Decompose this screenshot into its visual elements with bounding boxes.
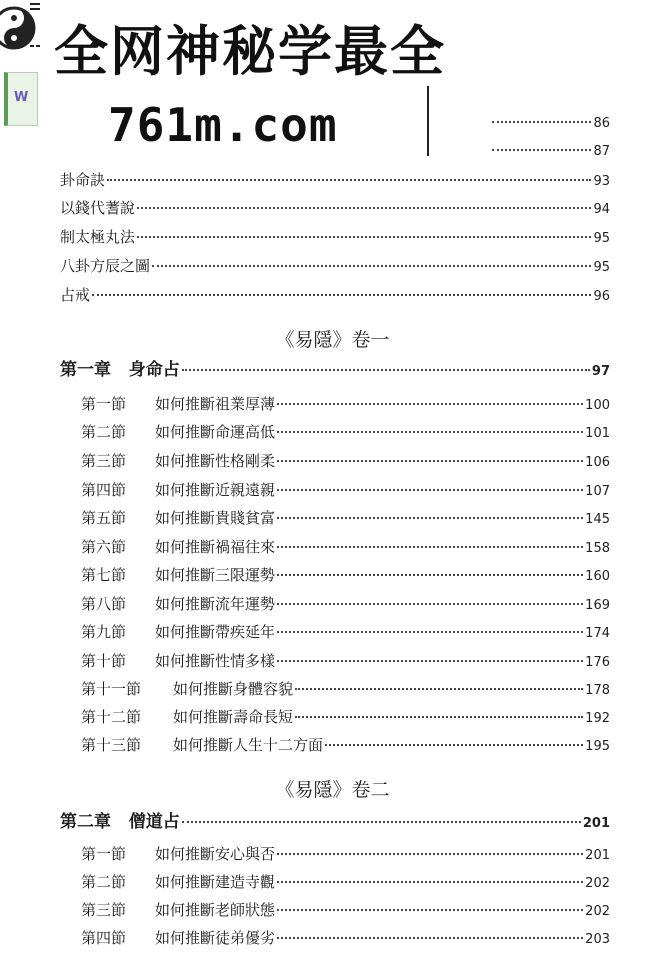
chapter-title: 僧道占 (128, 812, 180, 832)
chapter-entry (60, 358, 610, 382)
watermark-badge (4, 72, 38, 126)
page-number: 100 (585, 398, 610, 413)
toc-entry (490, 112, 610, 136)
toc-entry (60, 168, 610, 192)
section-title: 如何推斷建造寺觀 (155, 873, 276, 891)
section-number: 第五節 (81, 509, 127, 527)
page-number: 203 (585, 932, 610, 947)
section-number: 第四節 (81, 929, 127, 947)
watermark-title: 全网神秘学最全 (54, 20, 446, 83)
chapter-entry (60, 810, 610, 834)
page-number: 169 (585, 598, 610, 613)
entry-title: 以錢代蓍說 (60, 199, 136, 217)
entry-title: 八卦方辰之圖 (60, 257, 151, 275)
section-entry (81, 392, 610, 416)
section-title: 如何推斷人生十二方面 (173, 736, 324, 754)
section-title: 如何推斷流年運勢 (155, 595, 276, 613)
page-number: 145 (585, 512, 610, 527)
page-number: 106 (585, 455, 610, 470)
section-title: 如何推斷性格剛柔 (155, 452, 276, 470)
section-title: 如何推斷命運高低 (155, 423, 276, 441)
section-number: 第三節 (81, 901, 127, 919)
section-title: 如何推斷安心與否 (155, 845, 276, 863)
watermark-url: 761m.com (108, 98, 338, 152)
yin-yang-icon (0, 0, 40, 56)
page-number: 176 (585, 655, 610, 670)
watermark-badge-text: W (14, 90, 29, 105)
page-number: 93 (593, 174, 610, 189)
volume-heading: 《易隱》卷二 (275, 779, 390, 801)
page-number: 201 (585, 848, 610, 863)
page-number: 178 (585, 683, 610, 698)
section-entry (81, 563, 610, 587)
section-number: 第八節 (81, 595, 127, 613)
chapter-number: 第一章 (60, 360, 111, 380)
chapter-number: 第二章 (60, 812, 111, 832)
page-number: 87 (593, 144, 610, 159)
section-title: 如何推斷老師狀態 (155, 901, 276, 919)
section-entry (81, 870, 610, 894)
section-number: 第一節 (81, 845, 127, 863)
section-number: 第六節 (81, 538, 127, 556)
section-number: 第十三節 (81, 736, 142, 754)
volume-heading: 《易隱》卷一 (275, 329, 390, 351)
section-number: 第十二節 (81, 708, 142, 726)
page-number: 94 (593, 202, 610, 217)
section-entry (81, 733, 610, 757)
section-number: 第三節 (81, 452, 127, 470)
section-title: 如何推斷徒弟優劣 (155, 929, 276, 947)
section-title: 如何推斷祖業厚薄 (155, 395, 276, 413)
section-number: 第四節 (81, 481, 127, 499)
page-number: 160 (585, 569, 610, 584)
page-number: 174 (585, 626, 610, 641)
section-number: 第九節 (81, 623, 127, 641)
section-title: 如何推斷身體容貌 (173, 680, 294, 698)
section-entry (81, 420, 610, 444)
section-entry (81, 705, 610, 729)
section-title: 如何推斷三限運勢 (155, 566, 276, 584)
toc-entry (60, 196, 610, 220)
page-number: 202 (585, 904, 610, 919)
section-entry (81, 478, 610, 502)
page-number: 158 (585, 541, 610, 556)
page-number: 96 (593, 289, 610, 304)
page-number: 107 (585, 484, 610, 499)
section-number: 第十一節 (81, 680, 142, 698)
toc-entry (60, 283, 610, 307)
section-title: 如何推斷性情多樣 (155, 652, 276, 670)
section-entry (81, 677, 610, 701)
section-entry (81, 898, 610, 922)
page-number: 195 (585, 739, 610, 754)
section-entry (81, 535, 610, 559)
section-title: 如何推斷禍福往來 (155, 538, 276, 556)
watermark-divider (427, 86, 429, 156)
page-number: 201 (582, 816, 610, 831)
toc-entry (490, 140, 610, 164)
page-number: 192 (585, 711, 610, 726)
section-title: 如何推斷帶疾延年 (155, 623, 276, 641)
page-number: 86 (593, 116, 610, 131)
page-number: 95 (593, 231, 610, 246)
section-number: 第二節 (81, 423, 127, 441)
entry-title: 卦命訣 (60, 171, 106, 189)
entry-title: 占戒 (60, 286, 91, 304)
section-entry (81, 506, 610, 530)
chapter-title: 身命占 (128, 360, 180, 380)
toc-entry (60, 225, 610, 249)
section-entry (81, 649, 610, 673)
section-number: 第七節 (81, 566, 127, 584)
section-number: 第十節 (81, 652, 127, 670)
section-title: 如何推斷近親遠親 (155, 481, 276, 499)
page-number: 95 (593, 260, 610, 275)
section-title: 如何推斷貴賤貧富 (155, 509, 276, 527)
section-entry (81, 592, 610, 616)
page-number: 202 (585, 876, 610, 891)
page-number: 101 (585, 426, 610, 441)
entry-title: 制太極丸法 (60, 228, 136, 246)
toc-entry (60, 254, 610, 278)
section-number: 第二節 (81, 873, 127, 891)
section-entry (81, 926, 610, 950)
section-entry (81, 842, 610, 866)
section-entry (81, 620, 610, 644)
section-number: 第一節 (81, 395, 127, 413)
section-title: 如何推斷壽命長短 (173, 708, 294, 726)
page-number: 97 (591, 364, 610, 379)
section-entry (81, 449, 610, 473)
